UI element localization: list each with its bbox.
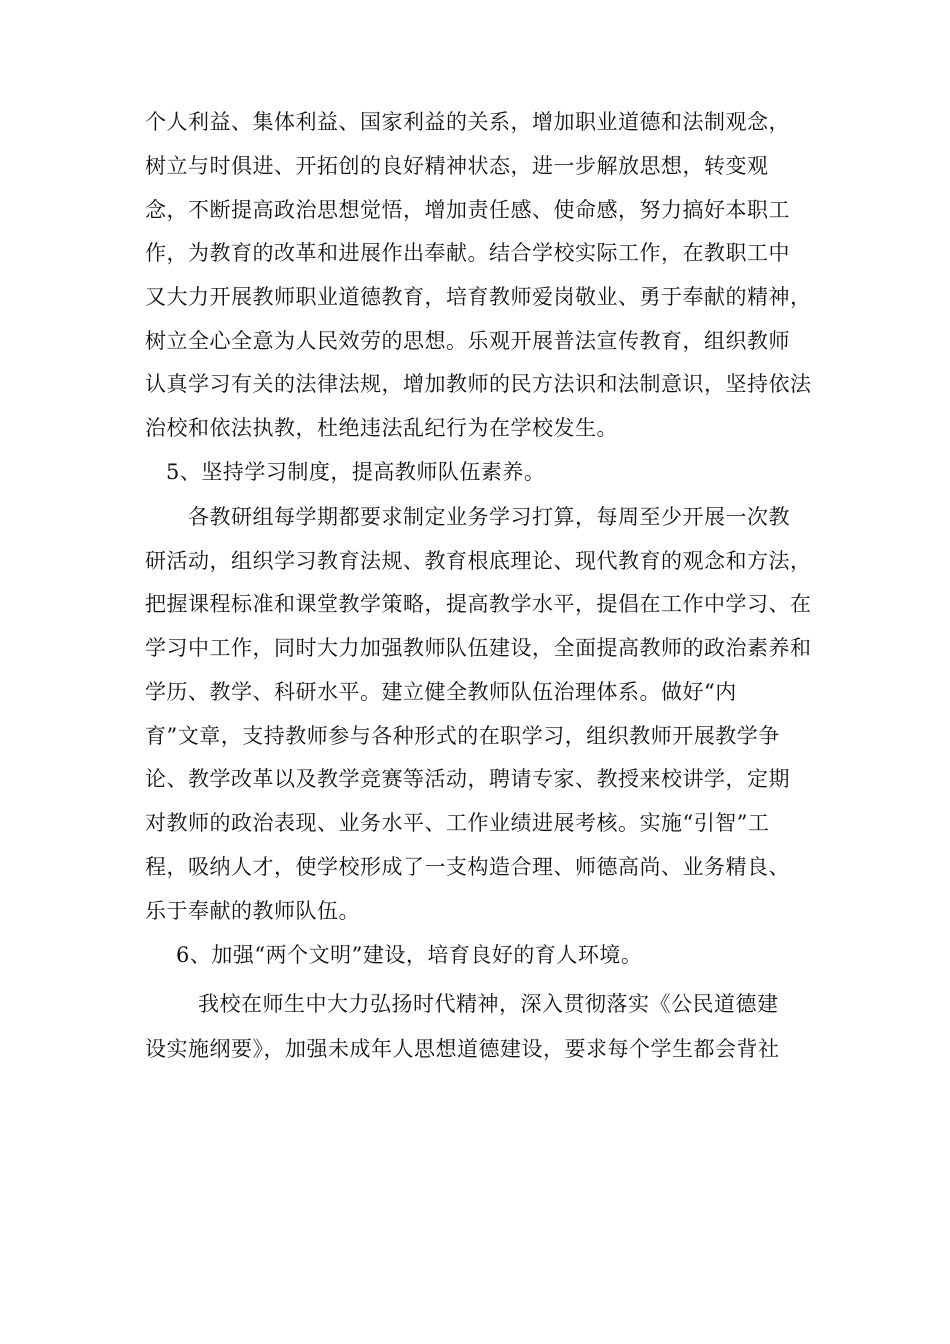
text-line: 念，不断提高政治思想觉悟，增加责任感、使命感，努力搞好本职工 (145, 198, 790, 222)
section-heading: 5、坚持学习制度，提高教师队伍素养。 (166, 460, 546, 484)
text-line: 学历、教学、科研水平。建立健全教师队伍治理体系。做好“内 (145, 680, 737, 704)
text-line: 学习中工作，同时大力加强教师队伍建设，全面提高教师的政治素养和 (145, 636, 812, 660)
text-line: 又大力开展教师职业道德教育，培育教师爱岗敬业、勇于奉献的精神， (145, 285, 812, 309)
text-line: 设实施纲要》，加强未成年人思想道德建设，要求每个学生都会背社 (145, 1037, 780, 1061)
text-line: 树立全心全意为人民效劳的思想。乐观开展普法宣传教育，组织教师 (145, 329, 790, 353)
text-line: 论、教学改革以及教学竞赛等活动，聘请专家、教授来校讲学，定期 (145, 767, 790, 791)
text-line: 治校和依法执教，杜绝违法乱纪行为在学校发生。 (145, 416, 618, 440)
text-line: 对教师的政治表现、业务水平、工作业绩进展考核。实施“引智”工 (145, 811, 770, 835)
section-heading: 6、加强“两个文明”建设，培育良好的育人环境。 (176, 943, 643, 967)
text-line: 我校在师生中大力弘扬时代精神，深入贯彻落实《公民道德建 (198, 992, 779, 1016)
text-line: 树立与时俱进、开拓创的良好精神状态，进一步解放思想，转变观 (145, 154, 769, 178)
text-line: 认真学习有关的法律法规，增加教师的民方法识和法制意识，坚持依法 (145, 372, 812, 396)
text-line: 各教研组每学期都要求制定业务学习打算，每周至少开展一次教 (188, 505, 790, 529)
text-line: 个人利益、集体利益、国家利益的关系，增加职业道德和法制观念， (145, 110, 790, 134)
text-line: 育”文章，支持教师参与各种形式的在职学习，组织教师开展教学争 (145, 724, 780, 748)
text-line: 研活动，组织学习教育法规、教育根底理论、现代教育的观念和方法， (145, 549, 812, 573)
text-line: 程，吸纳人才，使学校形成了一支构造合理、师德高尚、业务精良、 (145, 855, 790, 879)
text-line: 乐于奉献的教师队伍。 (145, 899, 360, 923)
text-line: 作，为教育的改革和进展作出奉献。结合学校实际工作，在教职工中 (145, 241, 790, 265)
text-line: 把握课程标准和课堂教学策略，提高教学水平，提倡在工作中学习、在 (145, 592, 812, 616)
